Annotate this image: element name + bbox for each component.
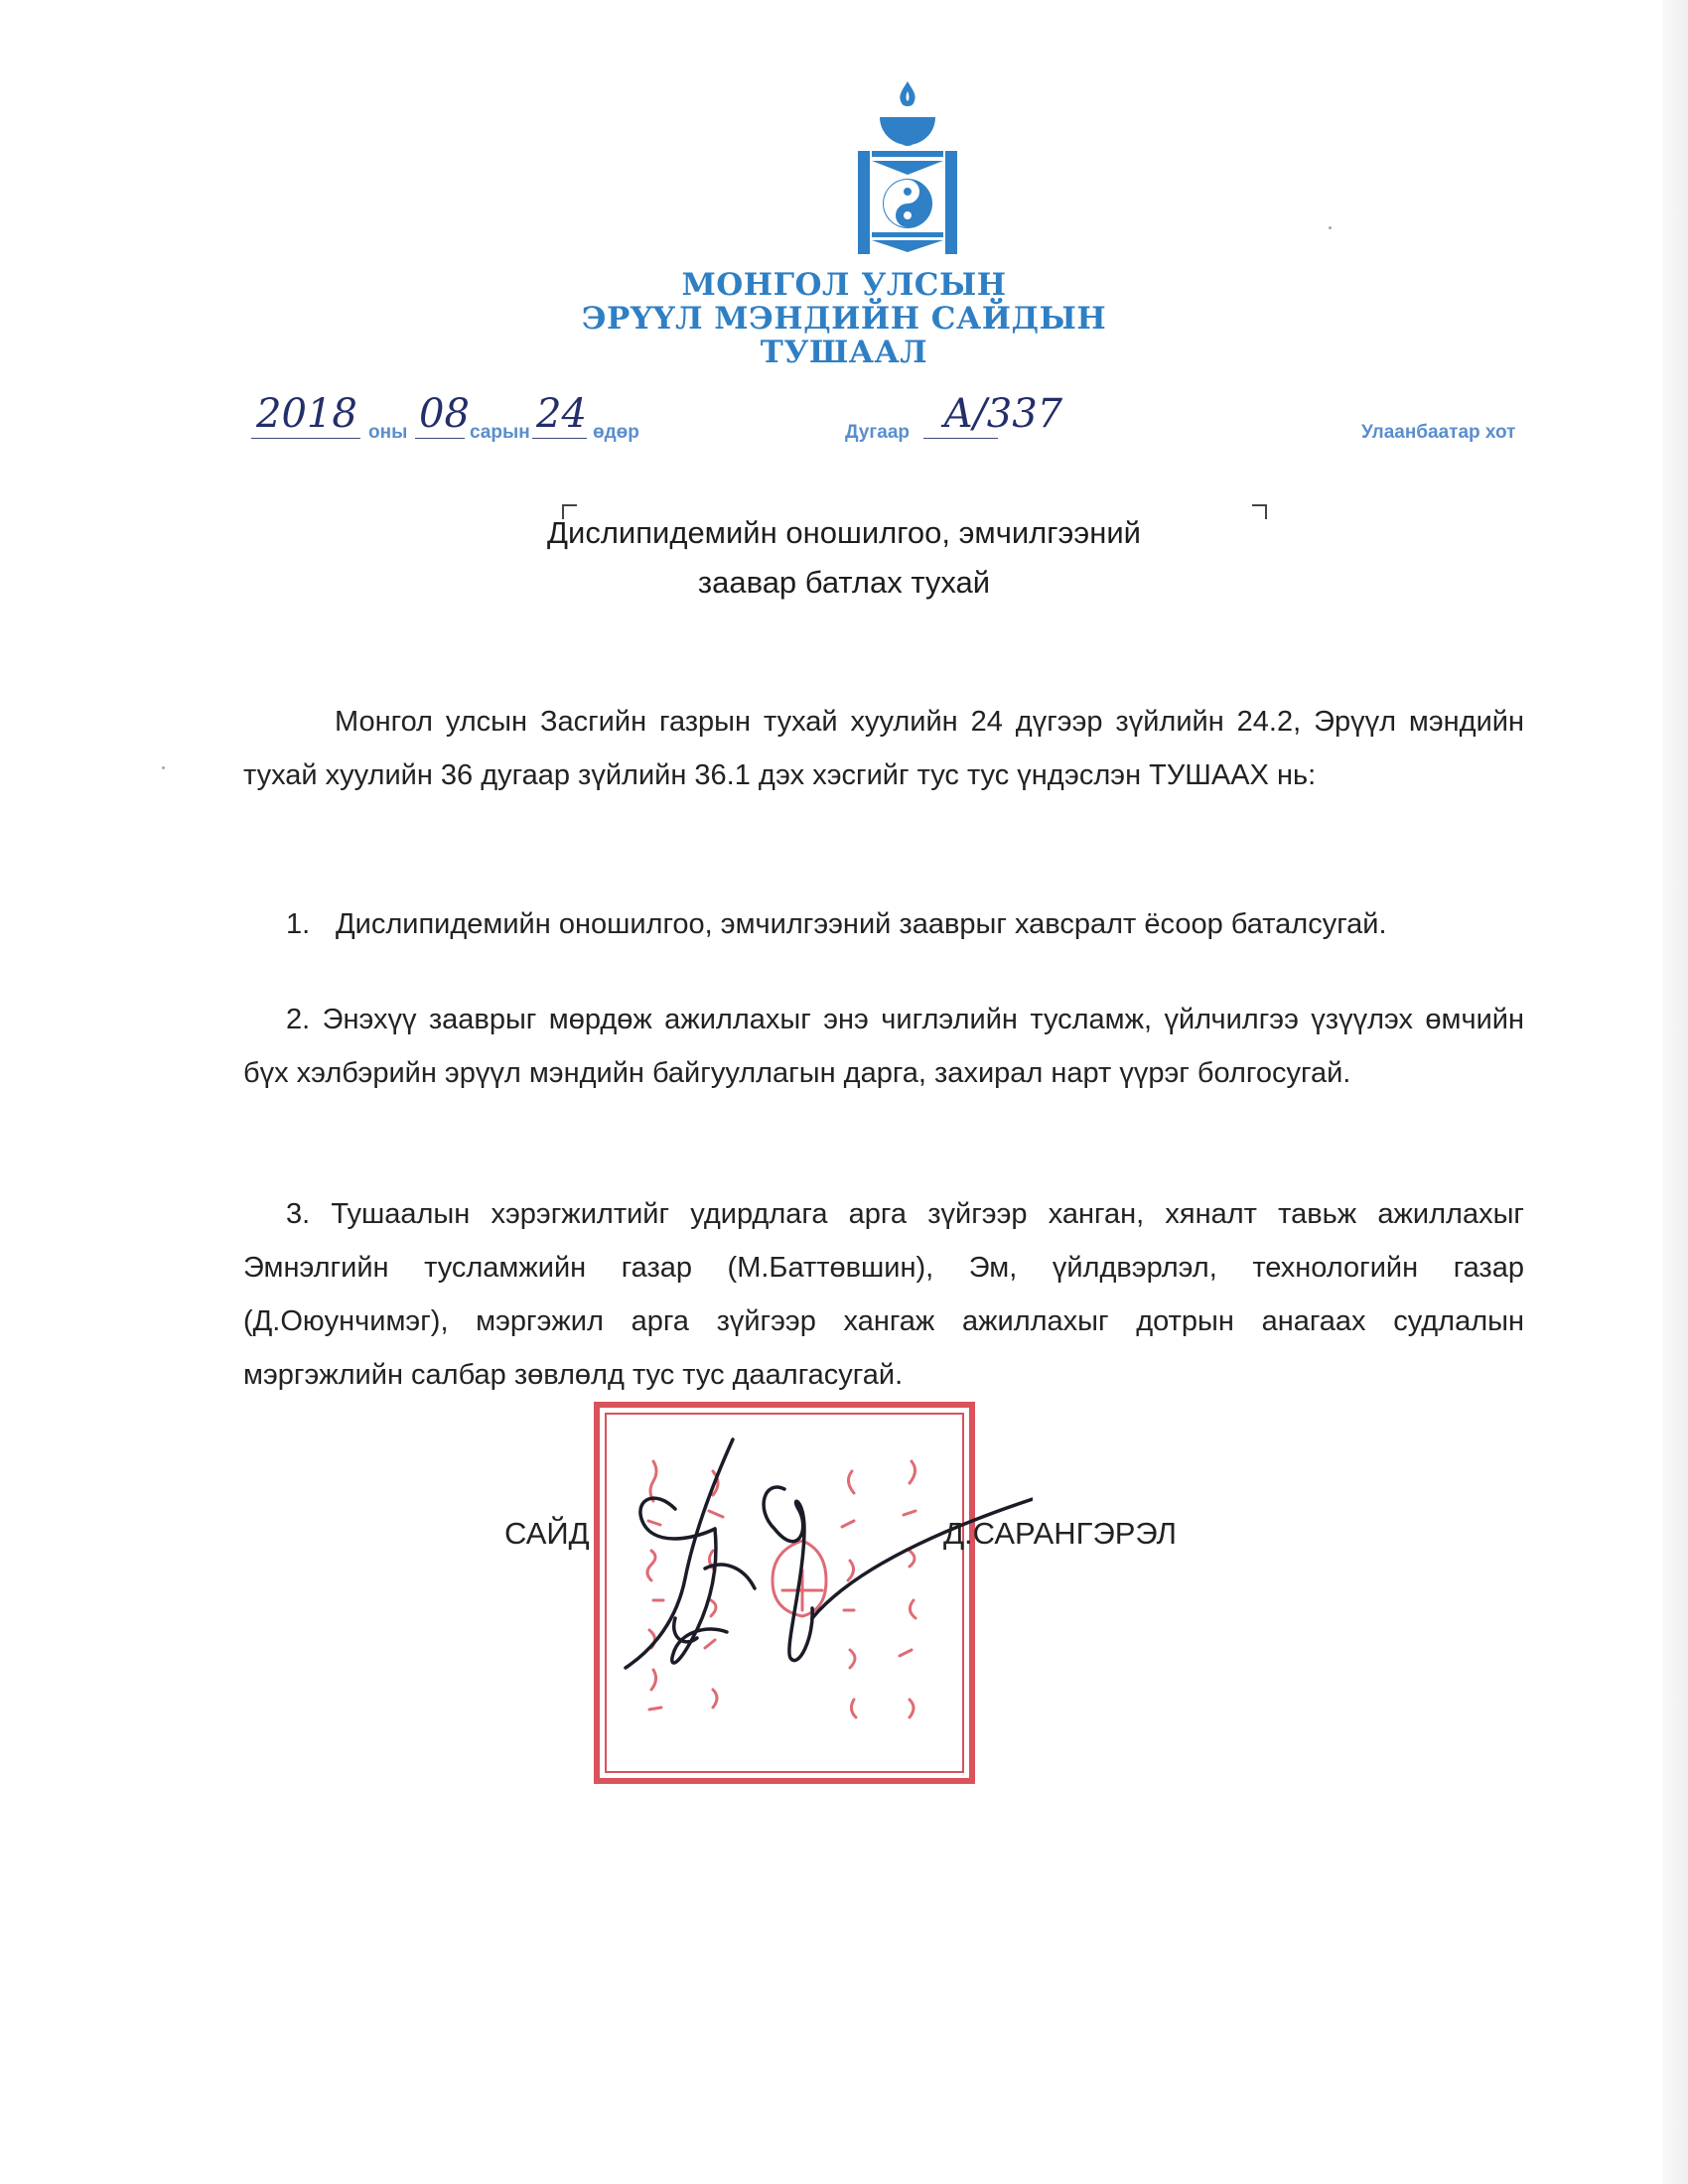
day-suffix: өдөр — [593, 422, 639, 443]
month-underline — [415, 438, 465, 439]
scan-speck — [162, 766, 165, 769]
preamble-paragraph — [243, 695, 1524, 802]
number-underline — [923, 438, 998, 439]
item-number: 3. — [286, 1198, 311, 1230]
list-item — [243, 993, 1524, 1100]
preamble-text: Монгол улсын Засгийн газрын тухай хуулийн 24 дүгээр зүйлийн 24.2, Эрүүл мэндийн тухай хуулийн 36 дугаар зүйлийн 36.1 дэх хэсгийг тус тус үндэслэн ТУШААХ нь: — [243, 706, 1524, 791]
item-text: Дислипидемийн оношилгоо, эмчилгээний зааврыг хавсралт ёсоор баталсугай. — [336, 908, 1387, 940]
item-text: Тушаалын хэрэгжилтийг удирдлага арга зүйгээр ханган, хяналт тавьж ажиллахыг Эмнэлгийн тусламжийн газар (М.Баттөвшин), Эм, үйлдвэрлэл, технологийн газар (Д.Оюунчимэг), мэргэжил арга зүйгээр хангаж ажиллахыг дотрын анагаах судлалын мэргэжлийн салбар зөвлөлд тус тус даалгасугай. — [243, 1198, 1524, 1391]
date-month: 08 — [419, 391, 470, 437]
scan-speck — [1329, 226, 1332, 229]
document-title — [0, 508, 1688, 608]
month-suffix: сарын — [470, 422, 530, 443]
item-number: 2. — [286, 1004, 311, 1035]
signatory-title: САЙД — [504, 1516, 590, 1551]
handwritten-signature — [616, 1420, 1033, 1698]
ministry-header — [0, 268, 1688, 369]
soyombo-emblem-icon — [858, 77, 957, 258]
list-item — [243, 897, 1524, 951]
header-line-3: ТУШААЛ — [760, 335, 928, 370]
signatory-name: Д.САРАНГЭРЭЛ — [943, 1516, 1177, 1551]
dateline — [0, 392, 1688, 452]
number-label: Дугаар — [845, 422, 910, 443]
city-label: Улаанбаатар хот — [1361, 422, 1516, 443]
title-line-1: Дислипидемийн оношилгоо, эмчилгээний — [547, 515, 1141, 550]
header-line-1: МОНГОЛ УЛСЫН — [681, 267, 1007, 303]
document-number: А/337 — [943, 391, 1063, 437]
date-day: 24 — [536, 391, 587, 437]
item-number: 1. — [286, 908, 311, 940]
item-text: Энэхүү зааврыг мөрдөж ажиллахыг энэ чиглэлийн тусламж, үйлчилгээ үзүүлэх өмчийн бүх хэлбэрийн эрүүл мэндийн байгууллагын дарга, захирал нарт үүрэг болгосугай. — [243, 1004, 1524, 1089]
year-suffix: оны — [368, 422, 408, 443]
header-line-2: ЭРҮҮЛ МЭНДИЙН САЙДЫН — [581, 301, 1107, 337]
title-line-2: заавар батлах тухай — [697, 565, 991, 600]
date-year: 2018 — [256, 391, 357, 437]
year-underline — [251, 438, 360, 439]
day-underline — [532, 438, 587, 439]
list-item — [243, 1187, 1524, 1402]
